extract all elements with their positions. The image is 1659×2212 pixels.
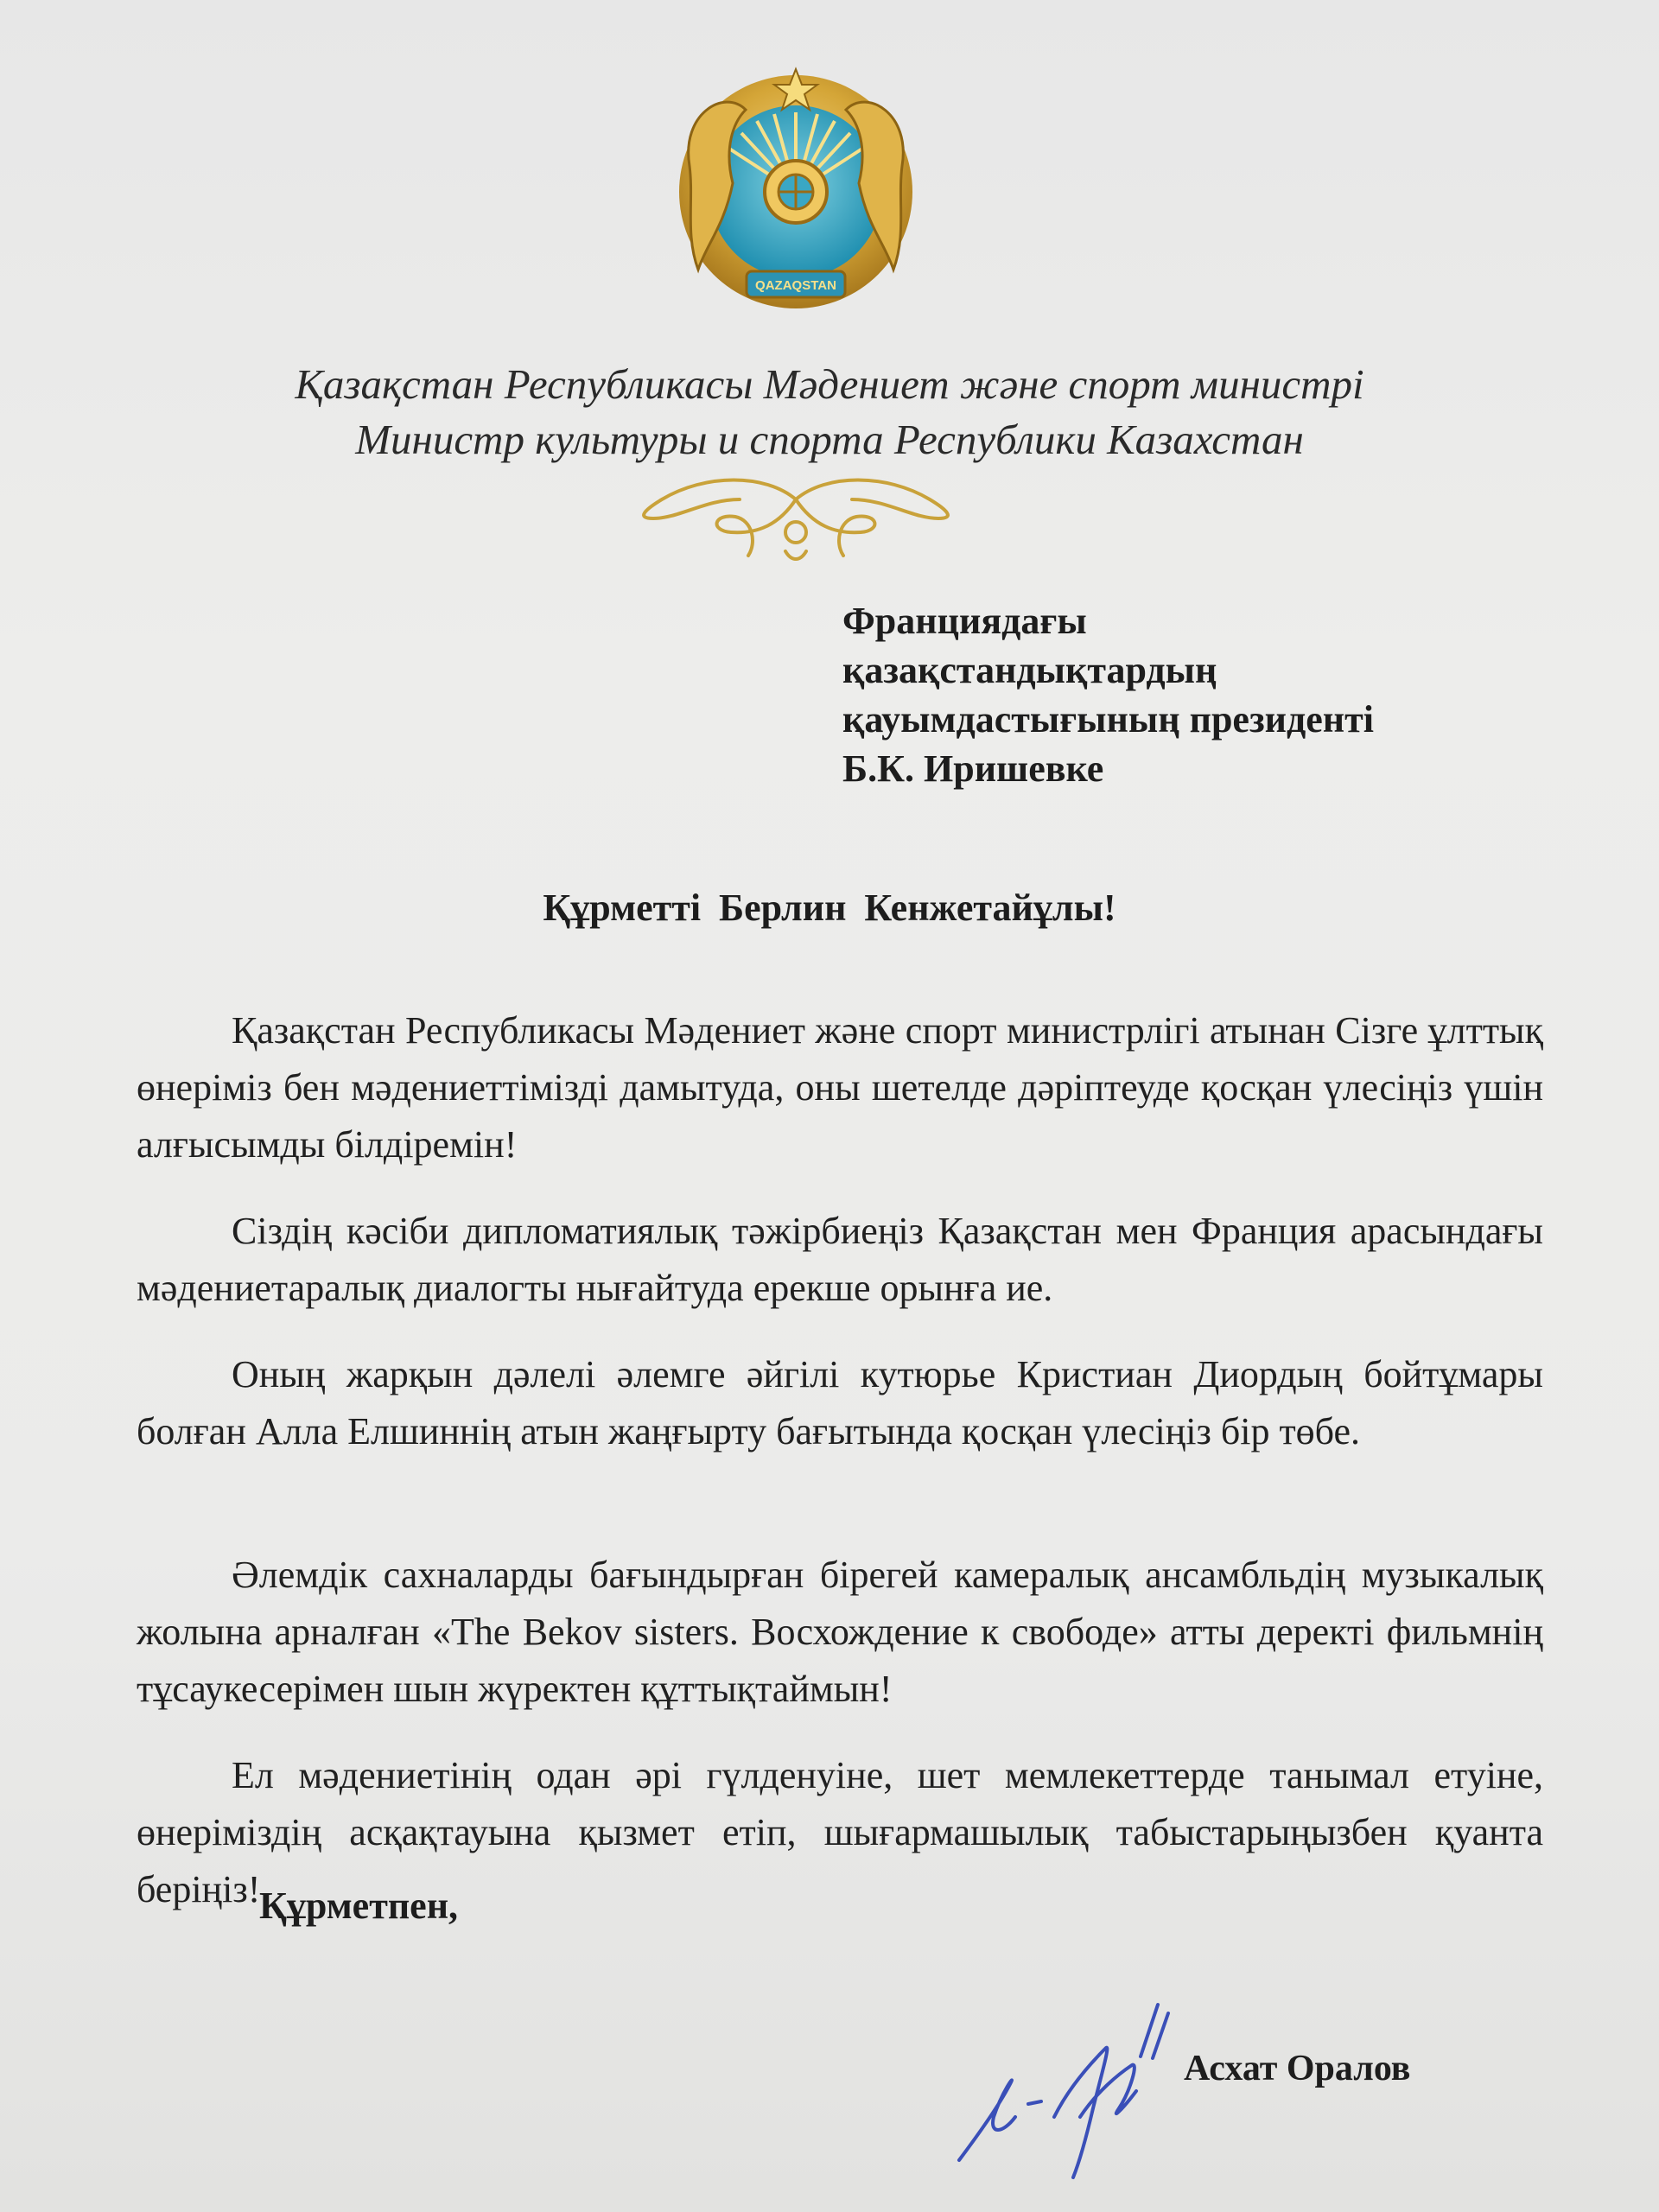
- signer-name: Асхат Оралов: [1184, 2049, 1411, 2088]
- state-emblem-icon: [672, 62, 919, 326]
- svg-text:QAZAQSTAN: QAZAQSTAN: [755, 278, 836, 293]
- body-paragraph: Қазақстан Республикасы Мәдениет және спорт министрлігі атынан Сізге ұлттық өнеріміз бен мәдениеттімізді дамытуда, оны шетелде дәріптеуде қосқан үлесіңіз үшін алғысымды білдіремін!: [137, 1009, 1543, 1166]
- addressee-line: қазақстандықтардың: [842, 649, 1217, 691]
- body-paragraph: Ел мәдениетінің одан әрі гүлденуіне, шет мемлекеттерде танымал етуіне, өнеріміздің асқақтауына қызмет етіп, шығармашылық табыстарыңызбен қуанта беріңіз!: [137, 1754, 1543, 1910]
- salutation: Құрметті Берлин Кенжетайұлы!: [543, 887, 1116, 929]
- body-paragraph: Әлемдік сахналарды бағындырған бірегей камералық ансамбльдің музыкалық жолына арналған «The Bekov sisters. Восхождение к свободе» атты деректі фильмнің тұсаукесерімен шын жүректен құттықтаймын!: [137, 1554, 1543, 1710]
- gold-flourish-icon: [627, 465, 964, 569]
- handwritten-signature-icon: [933, 1987, 1192, 2186]
- body-paragraph: Сіздің кәсіби дипломатиялық тәжірбиеңіз Қазақстан мен Франция арасындағы мәдениетаралық диалогты нығайтуда ерекше орынға ие.: [137, 1210, 1543, 1309]
- addressee-block: [842, 596, 1551, 793]
- addressee-line: қауымдастығының президенті: [842, 698, 1374, 741]
- closing-phrase: Құрметпен,: [259, 1885, 459, 1927]
- addressee-line: Б.К. Иришевке: [842, 747, 1104, 790]
- addressee-line: Франциядағы: [842, 600, 1087, 642]
- ministry-title-ru: Министр культуры и спорта Республики Казахстан: [355, 416, 1304, 463]
- ministry-title-kk: Қазақстан Республикасы Мәдениет және спорт министрі: [295, 360, 1364, 408]
- body-paragraph: Оның жарқын дәлелі әлемге әйгілі кутюрье Кристиан Диордың бойтұмары болған Алла Елшиннің атын жаңғырту бағытында қосқан үлесіңіз бір төбе.: [137, 1353, 1543, 1452]
